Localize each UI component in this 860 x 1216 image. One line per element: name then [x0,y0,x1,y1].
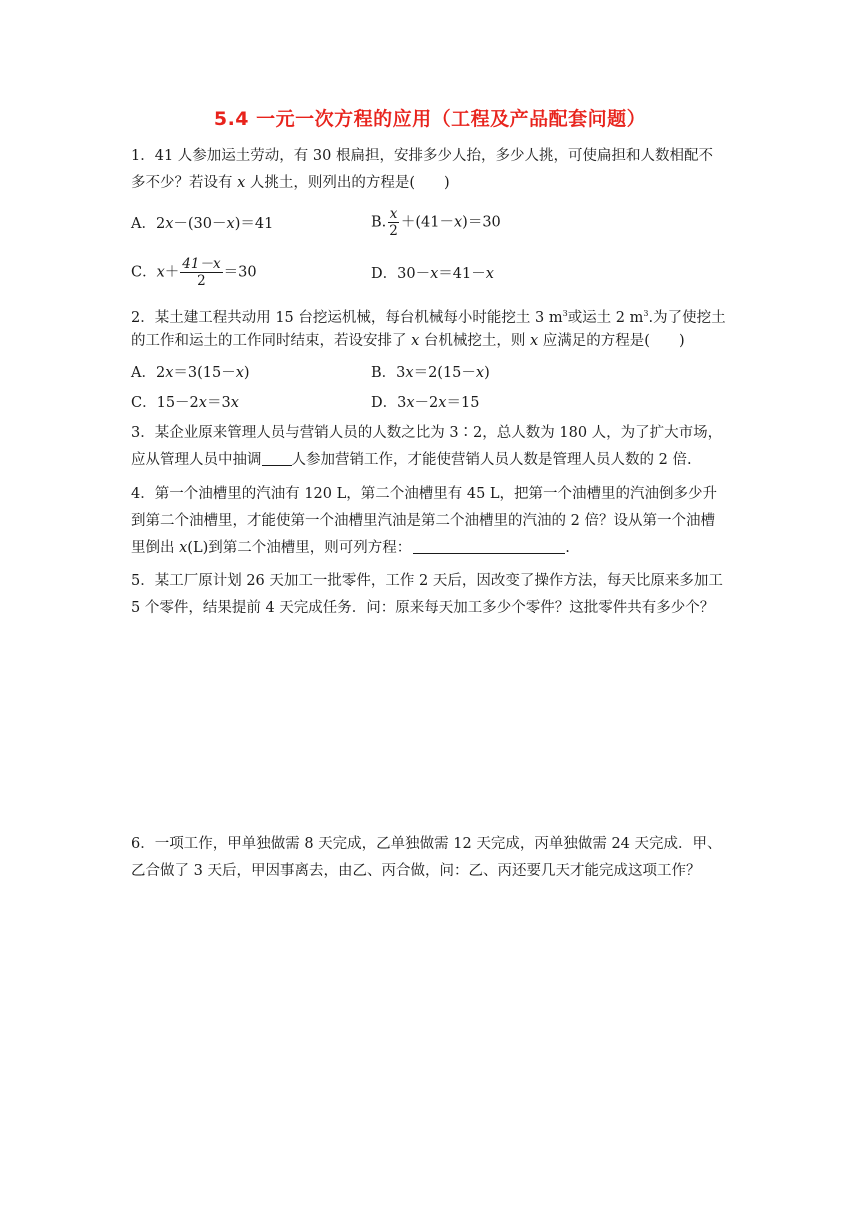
question-6-answer-space[interactable] [131,892,731,1172]
question-3-line-1: 3．某企业原来管理人员与营销人员的人数之比为 3∶2，总人数为 180 人，为了扩大市场， [131,425,723,441]
question-1-text: 多不少？若设有 [131,175,238,191]
question-2-option-b: B．3x＝2(15－x) [371,365,490,381]
question-1-option-a: A．2x－(30－x)＝41 [131,216,274,232]
question-1-option-b: B. $\frac{x}{2}$ ＋(41－x)＝30 [371,206,501,239]
question-5-line-2: 5 个零件，结果提前 4 天完成任务．问：原来每天加工多少个零件？这批零件共有多少个？ [131,600,715,616]
fraction: $\frac{x}{2}$ [389,206,398,239]
question-5-answer-space[interactable] [131,628,731,828]
page-title: 5.4 一元一次方程的应用（工程及产品配套问题） [213,108,647,130]
question-4-line-3: 里倒出 x(L)到第二个油槽里，则可列方程： . [131,540,570,556]
question-1-option-d: D．30－x＝41－x [371,266,494,282]
question-1-line-1: 1．41 人参加运土劳动，有 30 根扁担，安排多少人抬，多少人挑，可使扁担和人数相配不 [131,148,713,164]
question-2-option-c: C．15－2x＝3x [131,395,239,411]
question-3-line-2: 应从管理人员中抽调 人参加营销工作，才能使营销人员人数是管理人员人数的 2 倍. [131,452,692,468]
fraction: $\frac{41-x}{2}$ [182,256,221,289]
question-4-line-2: 到第二个油槽里，才能使第一个油槽里汽油是第二个油槽里的汽油的 2 倍？设从第一个油槽 [131,513,715,529]
question-4-line-1: 4．第一个油槽里的汽油有 120 L，第二个油槽里有 45 L，把第一个油槽里的汽油倒多少升 [131,486,718,502]
question-5-line-1: 5．某工厂原计划 26 天加工一批零件，工作 2 天后，因改变了操作方法，每天比原来多加工 [131,573,723,589]
question-2-line-1: 2．某土建工程共动用 15 台挖运机械，每台机械每小时能挖土 3 $m^3$或运土 2 $m^3$.为了使挖土 [131,309,726,326]
question-1-text-end: 人挑土，则列出的方程是( ) [245,175,450,191]
question-2-option-a: A．2x＝3(15－x) [131,365,250,381]
equation-answer-blank[interactable] [413,553,565,554]
question-1-line-2 [131,173,450,193]
answer-blank[interactable] [262,465,292,466]
question-2-option-d: D．3x－2x＝15 [371,395,480,411]
question-6-line-1: 6．一项工作，甲单独做需 8 天完成，乙单独做需 12 天完成，丙单独做需 24 天完成．甲、 [131,836,722,852]
question-1-option-c: C．x＋ $\frac{41-x}{2}$ ＝30 [131,256,257,289]
question-2-line-2: 的工作和运土的工作同时结束，若设安排了 x 台机械挖土，则 x 应满足的方程是( ) [131,333,685,349]
question-6-line-2: 乙合做了 3 天后，甲因事离去，由乙、丙合做，问：乙、丙还要几天才能完成这项工作？ [131,863,701,879]
variable-x: x [237,175,246,191]
